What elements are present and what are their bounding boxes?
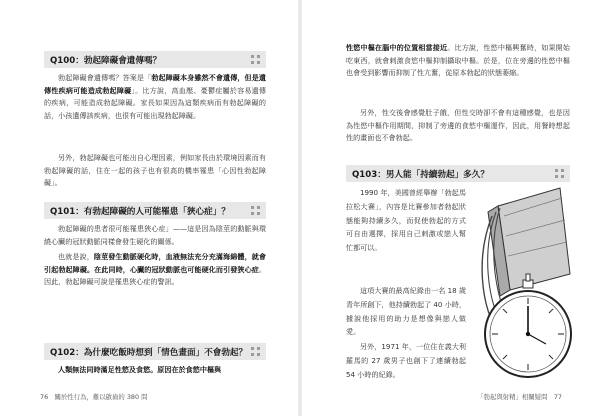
question-header-q103: [346, 165, 570, 182]
q101-paragraph-1: 勃起障礙的患者很可能罹患狹心症」——這是因為陰莖的動脈與環繞心臟的冠狀動脈同樣會發生硬化的關係。: [44, 224, 266, 246]
question-title: Q103：男人能「持續勃起」多久？: [352, 169, 489, 180]
q101-paragraph-2: 也就是說，陰莖發生動脈硬化時，血液無法充分充滿海綿體，就會引起勃起障礙。在此同時，心臟的冠狀動脈也可能硬化而引發狹心症。因此，勃起障礙可說是罹患狹心症的警訊。: [44, 252, 267, 287]
corner-marks-icon: [251, 206, 260, 215]
question-header-q100: [44, 51, 266, 68]
highlight-text: 陰莖發生動脈硬化時，血液無法充分充滿海綿體，就會引起勃起障礙。在此同時，心臟的冠狀動脈也可能硬化而引發狹心症: [44, 252, 267, 274]
q102-paragraph-1: 人類無法同時滿足性慾及食慾。原因在於食慾中樞與: [58, 365, 222, 374]
q100-paragraph-1: 勃起障礙會遺傳嗎？答案是「勃起障礙本身雖然不會遺傳，但是遺傳性疾病可能造成勃起障礙」。比方說，高血壓、憂鬱症屬於容易遺傳的疾病，可能造成勃起障礙。家長如果因為這類疾病而有勃起障礙的話，小孩遺傳該疾病，也很有可能出現勃起障礙。: [44, 73, 267, 120]
q102-continued-paragraph: 性慾中樞在腦中的位置相當接近。比方說，性慾中樞興奮時，如果開始吃東西，就會刺激食慾中樞抑制攝取中樞。於是，位在旁邊的性慾中樞也會受到影響而抑制了性亢奮，從原本勃起的狀態萎縮。: [346, 43, 571, 78]
q103-paragraph-1: 1990 年，美國曾經舉辦「勃起馬拉松大賽」，內容是比賽參加者勃起狀態能夠持續多久，而促使勃起的方式可自由選擇，採用自己刺激或戀人幫忙都可以。: [346, 188, 466, 253]
illustration-box: [498, 188, 570, 290]
right-page: [302, 0, 600, 416]
q102-paragraph-2: 另外，性交後會感覺肚子餓，但性交時卻不會有這種感覺，也是因為性慾中樞作用期間，抑制了旁邊的食慾中樞運作，因此，用餐時想起性的畫面也不會勃起。: [346, 108, 570, 143]
q100-paragraph-2: 另外，勃起障礙也可能出自心理因素，例如家長由於環境因素而有勃起障礙的話，住在一起的孩子也有很高的機率罹患「心因性勃起障礙」。: [44, 153, 266, 188]
q103-paragraph-2: 這項大賽的最高紀錄由一名 18 歲青年所創下，他持續勃起了 40 小時，據說他採用的助力是想像與戀人做愛。: [346, 286, 466, 337]
corner-marks-icon: [251, 55, 260, 64]
right-page-footer: 「勃起與射精」相關疑問 77: [477, 393, 562, 401]
question-header-q101: [44, 202, 266, 219]
question-title: Q101：有勃起障礙的人可能罹患「狹心症」？: [50, 206, 230, 217]
question-title: Q102：為什麼吃飯時想到「情色畫面」不會勃起？: [50, 347, 248, 358]
corner-marks-icon: [555, 169, 564, 178]
question-title: Q100：勃起障礙會遺傳嗎？: [50, 55, 162, 66]
corner-marks-icon: [251, 347, 260, 356]
left-page: [0, 0, 298, 416]
stopwatch-illustration: [470, 186, 572, 380]
highlight-text: 勃起障礙本身雖然不會遺傳，但是遺傳性疾病可能造成勃起障礙: [44, 73, 267, 95]
q103-paragraph-3: 另外，1971 年，一位住在義大利羅馬的 27 歲男子也創下了連續勃起 54 小時的紀錄。: [346, 342, 466, 379]
question-header-q102: [44, 343, 266, 360]
highlight-text: 性慾中樞在腦中的位置相當接近: [346, 43, 448, 52]
left-page-footer: 76 關於性行為，難以啟齒的 380 問: [40, 393, 148, 401]
